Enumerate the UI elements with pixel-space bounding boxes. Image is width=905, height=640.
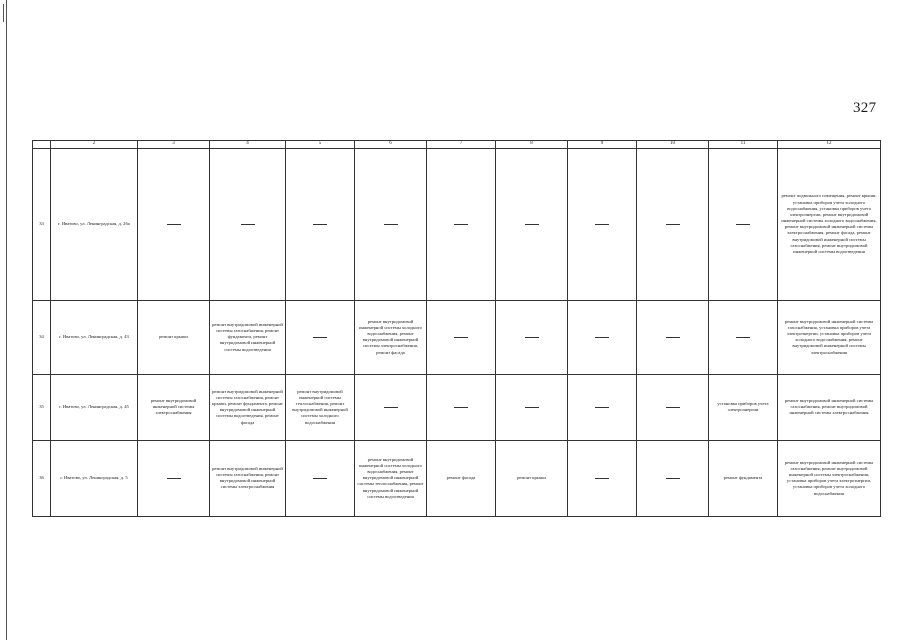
table-cell [496,300,568,374]
table-cell [210,148,286,300]
empty-dash [666,478,680,479]
empty-dash [666,407,680,408]
empty-dash [384,224,398,225]
table-cell [496,374,568,440]
column-header: 9 [568,141,637,149]
table-row [33,300,881,374]
table-cell [709,300,778,374]
address-cell: г. Иватово, ул. Ленинградская, д. 26а [51,148,138,300]
table-cell [138,148,210,300]
table-cell [709,148,778,300]
table-cell [286,148,355,300]
column-header: 3 [138,141,210,149]
column-header: 11 [709,141,778,149]
empty-dash [384,407,398,408]
table-cell: ремонт внутридомовой инженерной системы газоснабжения, ремонт фундамента, ремонт внутридомовой инженерной системы водоотведения [210,300,286,374]
empty-dash [595,337,609,338]
table-cell [427,374,496,440]
table-cell: ремонт внутридомовой инженерной системы газоснабжения, ремонт внутридомовой инженерной системы электроснабжения, установка приборов учета электроэнергии, установка приборов учета холодного водоснабжения [778,440,881,516]
table-cell: ремонт фасада [427,440,496,516]
table-cell: ремонт фундамента [709,440,778,516]
row-number: 33 [33,148,51,300]
table-cell [637,148,709,300]
table-row [33,148,881,300]
table-cell [286,300,355,374]
empty-dash [736,224,750,225]
column-header [33,141,51,149]
column-header: 6 [355,141,427,149]
table-cell [286,440,355,516]
address-cell: г. Иватово, ул. Ленинградская, д. 45 [51,374,138,440]
empty-dash [454,224,468,225]
table-cell [568,374,637,440]
table-cell: ремонт крыши [138,300,210,374]
column-header: 8 [496,141,568,149]
empty-dash [313,224,327,225]
table-cell: ремонт внутридомовой инженерной системы газоснабжения, ремонт крыши, ремонт фундамента, ремонт внутридомовой инженерной системы водоотведения, ремонт фасада [210,374,286,440]
table-cell: ремонт внутридомовой инженерной системы газоснабжения, установка приборов учета электроэнергии, установка приборов учета холодного водоснабжения, ремонт внутридомовой инженерной системы электроснабжения [778,300,881,374]
empty-dash [525,337,539,338]
empty-dash [454,407,468,408]
table-cell: ремонт внутридомовой инженерной системы газоснабжения, ремонт внутридомовой инженерной системы электроснабжения [210,440,286,516]
table-cell: ремонт внутридомовой инженерной системы газоснабжения, ремонт внутридомовой инженерной системы электроснабжения [778,374,881,440]
column-header: 7 [427,141,496,149]
table-row [33,440,881,516]
repair-schedule-table [32,140,881,517]
empty-dash [167,224,181,225]
column-header: 5 [286,141,355,149]
column-header: 4 [210,141,286,149]
empty-dash [595,478,609,479]
table-cell [355,148,427,300]
table-cell [637,374,709,440]
table-cell [427,148,496,300]
empty-dash [241,224,255,225]
empty-dash [595,407,609,408]
table-cell [568,440,637,516]
table-cell [496,148,568,300]
table-row [33,374,881,440]
column-header: 2 [51,141,138,149]
page-left-rule [6,0,7,640]
table-cell: ремонт крыши [496,440,568,516]
table-cell [138,440,210,516]
table-cell [637,300,709,374]
table-cell: установка приборов учета электроэнергии [709,374,778,440]
table-cell [427,300,496,374]
table-cell [637,440,709,516]
empty-dash [313,337,327,338]
empty-dash [167,478,181,479]
empty-dash [666,337,680,338]
table-cell [355,374,427,440]
column-header: 10 [637,141,709,149]
page-number: 327 [853,100,877,116]
empty-dash [454,337,468,338]
table-cell [568,148,637,300]
empty-dash [595,224,609,225]
table-cell: ремонт внутридомовой инженерной системы холодного водоснабжения, ремонт внутридомовой инженерной системы электроснабжения, ремонт фасада [355,300,427,374]
table-cell: ремонт внутридомовой инженерной системы холодного водоснабжения, ремонт внутридомовой инженерной системы теплоснабжения, ремонт внутридомовой инженерной системы водоотведения [355,440,427,516]
row-number: 34 [33,300,51,374]
row-number: 35 [33,374,51,440]
table-cell: ремонт подвального помещения, ремонт крыши, установка приборов учета холодного водоснабжения, установка приборов учета электроэнергии, ремонт внутридомовой инженерной системы холодного водоснабжения, ремонт внутридомовой инженерной системы электроснабжения, ремонт фасада, ремонт внутридомовой инженерной системы газоснабжения, ремонт внутридомовой инженерной системы водоотведения [778,148,881,300]
header-row [33,141,881,149]
table-cell: ремонт внутридомовой инженерной системы теплоснабжения, ремонт внутридомовой инженерной системы холодного водоснабжения [286,374,355,440]
column-header: 12 [778,141,881,149]
empty-dash [525,407,539,408]
table-cell: ремонт внутридомовой инженерной системы электроснабжения [138,374,210,440]
empty-dash [313,478,327,479]
empty-dash [525,224,539,225]
row-number: 36 [33,440,51,516]
empty-dash [736,337,750,338]
address-cell: г. Иватово, ул. Ленинградская, д. 43 [51,300,138,374]
address-cell: г. Иватово, ул. Ленинградская, д. 5 [51,440,138,516]
empty-dash [666,224,680,225]
table-cell [568,300,637,374]
